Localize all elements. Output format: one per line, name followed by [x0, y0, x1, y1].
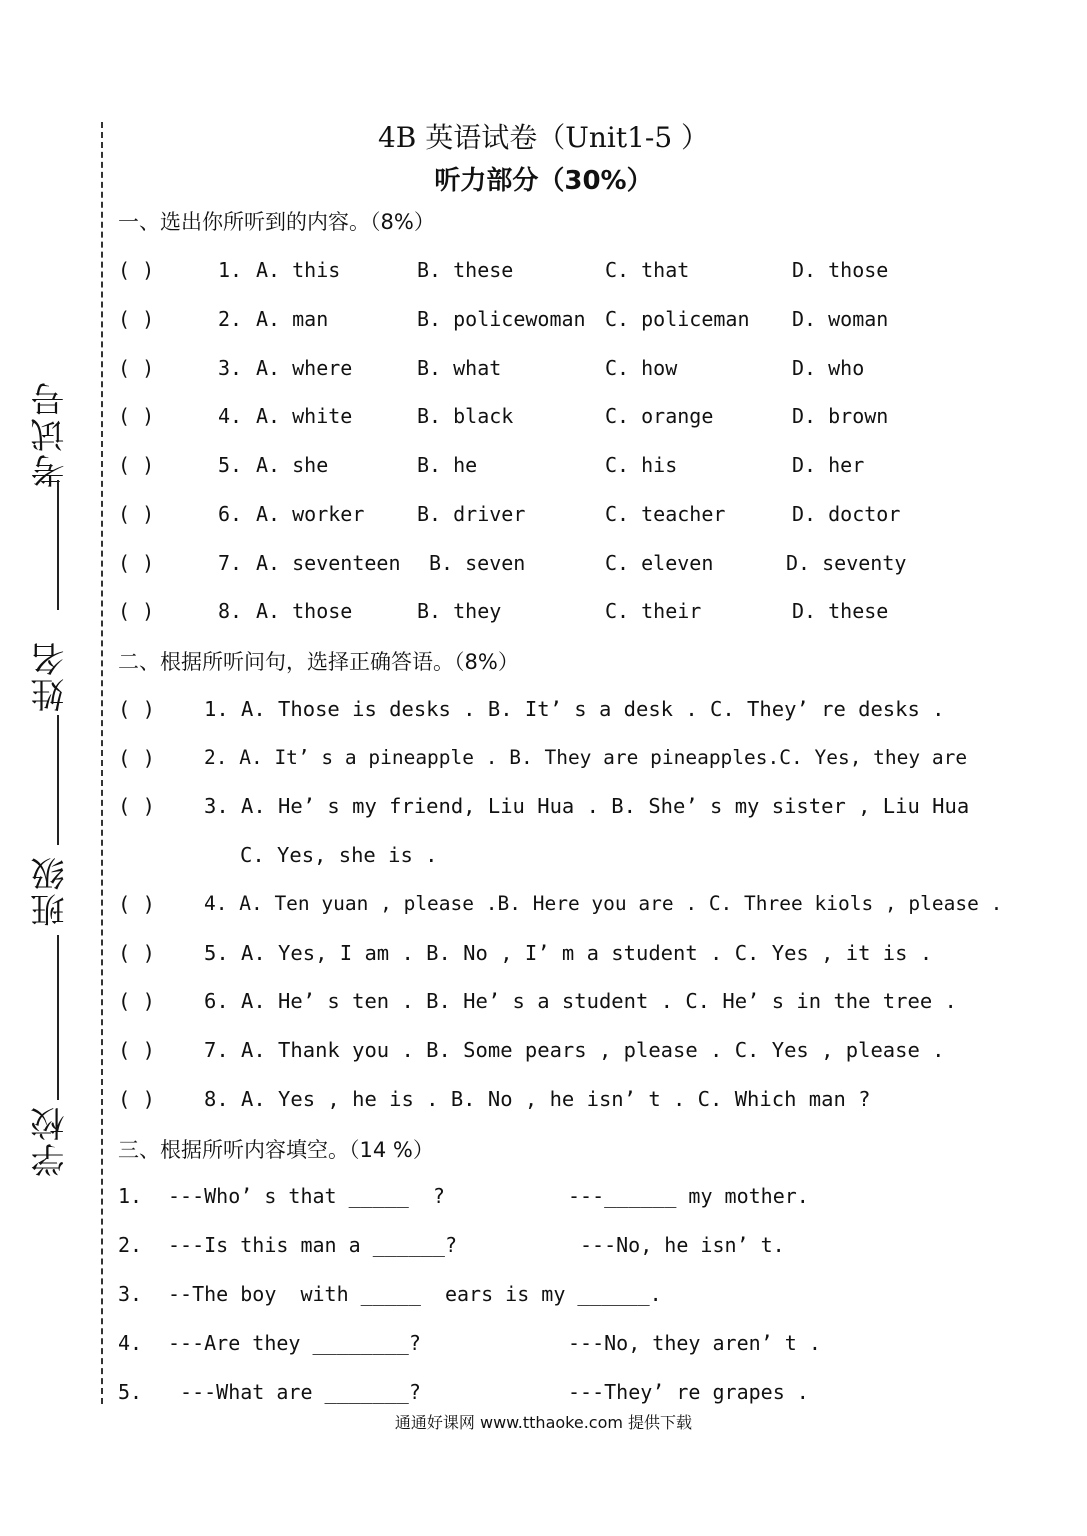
- item-text: 1. A. Those is desks . B. It’ s a desk . C. They’ re desks .: [204, 697, 945, 721]
- class-label: 班级: [30, 855, 71, 927]
- option-c: C. how: [605, 356, 678, 380]
- option-c: C. teacher: [605, 502, 726, 526]
- item-number: 8.: [218, 599, 243, 623]
- answer-paren[interactable]: ( ): [118, 453, 155, 477]
- item-text: 5. A. Yes, I am . B. No , I’ m a student . C. Yes , it is .: [204, 941, 933, 965]
- option-a: A. those: [256, 599, 353, 623]
- option-c: C. orange: [605, 404, 714, 428]
- school-field: [20, 1105, 80, 1177]
- item-number: 5.: [218, 453, 243, 477]
- name-field: [20, 640, 80, 712]
- answer-paren[interactable]: ( ): [118, 1087, 156, 1111]
- answer-paren[interactable]: ( ): [118, 794, 156, 818]
- option-a: A. she: [256, 453, 329, 477]
- question-line[interactable]: ---Who’ s that _____ ?: [168, 1184, 445, 1208]
- class-blank: [57, 935, 59, 1100]
- footer-source: 通通好课网 www.tthaoke.com 提供下载: [394, 1413, 693, 1432]
- class-blank-wrap: [20, 935, 80, 1100]
- option-b: B. policewoman: [417, 307, 586, 331]
- answer-paren[interactable]: ( ): [118, 404, 155, 428]
- question-line[interactable]: ---What are _______?: [168, 1380, 421, 1404]
- option-b: B. black: [417, 404, 514, 428]
- item-text: 3. A. He’ s my friend, Liu Hua . B. She’ s my sister , Liu Hua: [204, 794, 970, 818]
- option-d: D. these: [792, 599, 889, 623]
- answer-paren[interactable]: ( ): [118, 258, 155, 282]
- option-b: B. what: [417, 356, 502, 380]
- answer-paren[interactable]: ( ): [118, 1038, 156, 1062]
- answer-paren[interactable]: ( ): [118, 307, 155, 331]
- option-b: B. driver: [417, 502, 526, 526]
- exam-number-field: [20, 380, 80, 488]
- item-number: 2.: [218, 307, 243, 331]
- item-text: 7. A. Thank you . B. Some pears , please . C. Yes , please .: [204, 1038, 945, 1062]
- item-text: 8. A. Yes , he is . B. No , he isn’ t . C. Which man ?: [204, 1087, 871, 1111]
- item-number: 1.: [118, 1184, 143, 1208]
- item-number: 4.: [218, 404, 243, 428]
- answer-line: ---No, they aren’ t .: [568, 1331, 821, 1355]
- option-c: C. policeman: [605, 307, 750, 331]
- option-d: D. those: [792, 258, 889, 282]
- option-c: C. that: [605, 258, 690, 282]
- option-d: D. doctor: [792, 502, 901, 526]
- name-label: 姓名: [30, 640, 71, 712]
- exam-number-label: 考试号: [30, 380, 71, 488]
- answer-line[interactable]: ---______ my mother.: [568, 1184, 809, 1208]
- item-number: 4.: [118, 1331, 143, 1355]
- item-text: 4. A. Ten yuan , please .B. Here you are . C. Three kiols , please .: [204, 892, 1003, 915]
- option-c: C. his: [605, 453, 678, 477]
- option-b: B. these: [417, 258, 514, 282]
- option-b: B. he: [417, 453, 478, 477]
- option-a: A. man: [256, 307, 329, 331]
- answer-line: ---They’ re grapes .: [568, 1380, 809, 1404]
- option-d: D. woman: [792, 307, 889, 331]
- answer-paren[interactable]: ( ): [118, 941, 156, 965]
- option-a: A. seventeen: [256, 551, 401, 575]
- option-a: A. white: [256, 404, 353, 428]
- section3-heading: 三、根据所听内容填空。（14 %）: [118, 1138, 434, 1162]
- option-c: C. their: [605, 599, 702, 623]
- option-d: D. seventy: [786, 551, 907, 575]
- answer-paren[interactable]: ( ): [118, 551, 155, 575]
- answer-paren[interactable]: ( ): [118, 892, 156, 916]
- answer-paren[interactable]: ( ): [118, 599, 155, 623]
- section1-heading: 一、选出你所听到的内容。（8%）: [118, 210, 435, 234]
- class-field: [20, 855, 80, 927]
- item-number: 7.: [218, 551, 243, 575]
- option-d: D. who: [792, 356, 865, 380]
- name-blank-wrap: [20, 715, 80, 845]
- answer-paren[interactable]: ( ): [118, 502, 155, 526]
- s2-item-continuation: C. Yes, she is .: [240, 843, 438, 867]
- page-subtitle: 听力部分（30%）: [434, 166, 653, 196]
- exam-number-blank: [57, 480, 59, 610]
- option-a: A. where: [256, 356, 353, 380]
- answer-line: ---No, he isn’ t.: [580, 1233, 785, 1257]
- item-text: 2. A. It’ s a pineapple . B. They are pineapples.C. Yes, they are: [204, 746, 968, 769]
- option-a: A. worker: [256, 502, 365, 526]
- item-number: 1.: [218, 258, 243, 282]
- option-b: B. seven: [429, 551, 526, 575]
- option-d: D. brown: [792, 404, 889, 428]
- item-number: 3.: [218, 356, 243, 380]
- option-a: A. this: [256, 258, 341, 282]
- page-title: 4B 英语试卷（Unit1-5 ）: [377, 121, 710, 154]
- item-text: 6. A. He’ s ten . B. He’ s a student . C. He’ s in the tree .: [204, 989, 957, 1013]
- item-number: 3.: [118, 1282, 143, 1306]
- exam-number-blank-wrap: [20, 480, 80, 610]
- question-line[interactable]: --The boy with _____ ears is my ______.: [168, 1282, 662, 1306]
- question-line[interactable]: ---Are they ________?: [168, 1331, 421, 1355]
- option-b: B. they: [417, 599, 502, 623]
- section2-heading: 二、根据所听问句，选择正确答语。（8%）: [118, 650, 519, 674]
- item-number: 5.: [118, 1380, 143, 1404]
- answer-paren[interactable]: ( ): [118, 989, 156, 1013]
- option-c: C. eleven: [605, 551, 714, 575]
- answer-paren[interactable]: ( ): [118, 746, 156, 770]
- option-d: D. her: [792, 453, 865, 477]
- answer-paren[interactable]: ( ): [118, 356, 155, 380]
- name-blank: [57, 715, 59, 845]
- school-label: 学校: [30, 1105, 71, 1177]
- item-number: 2.: [118, 1233, 143, 1257]
- question-line[interactable]: ---Is this man a ______?: [168, 1233, 457, 1257]
- binding-dashed-line: [101, 122, 103, 1404]
- answer-paren[interactable]: ( ): [118, 697, 156, 721]
- student-info-strip: [20, 380, 80, 1190]
- item-number: 6.: [218, 502, 243, 526]
